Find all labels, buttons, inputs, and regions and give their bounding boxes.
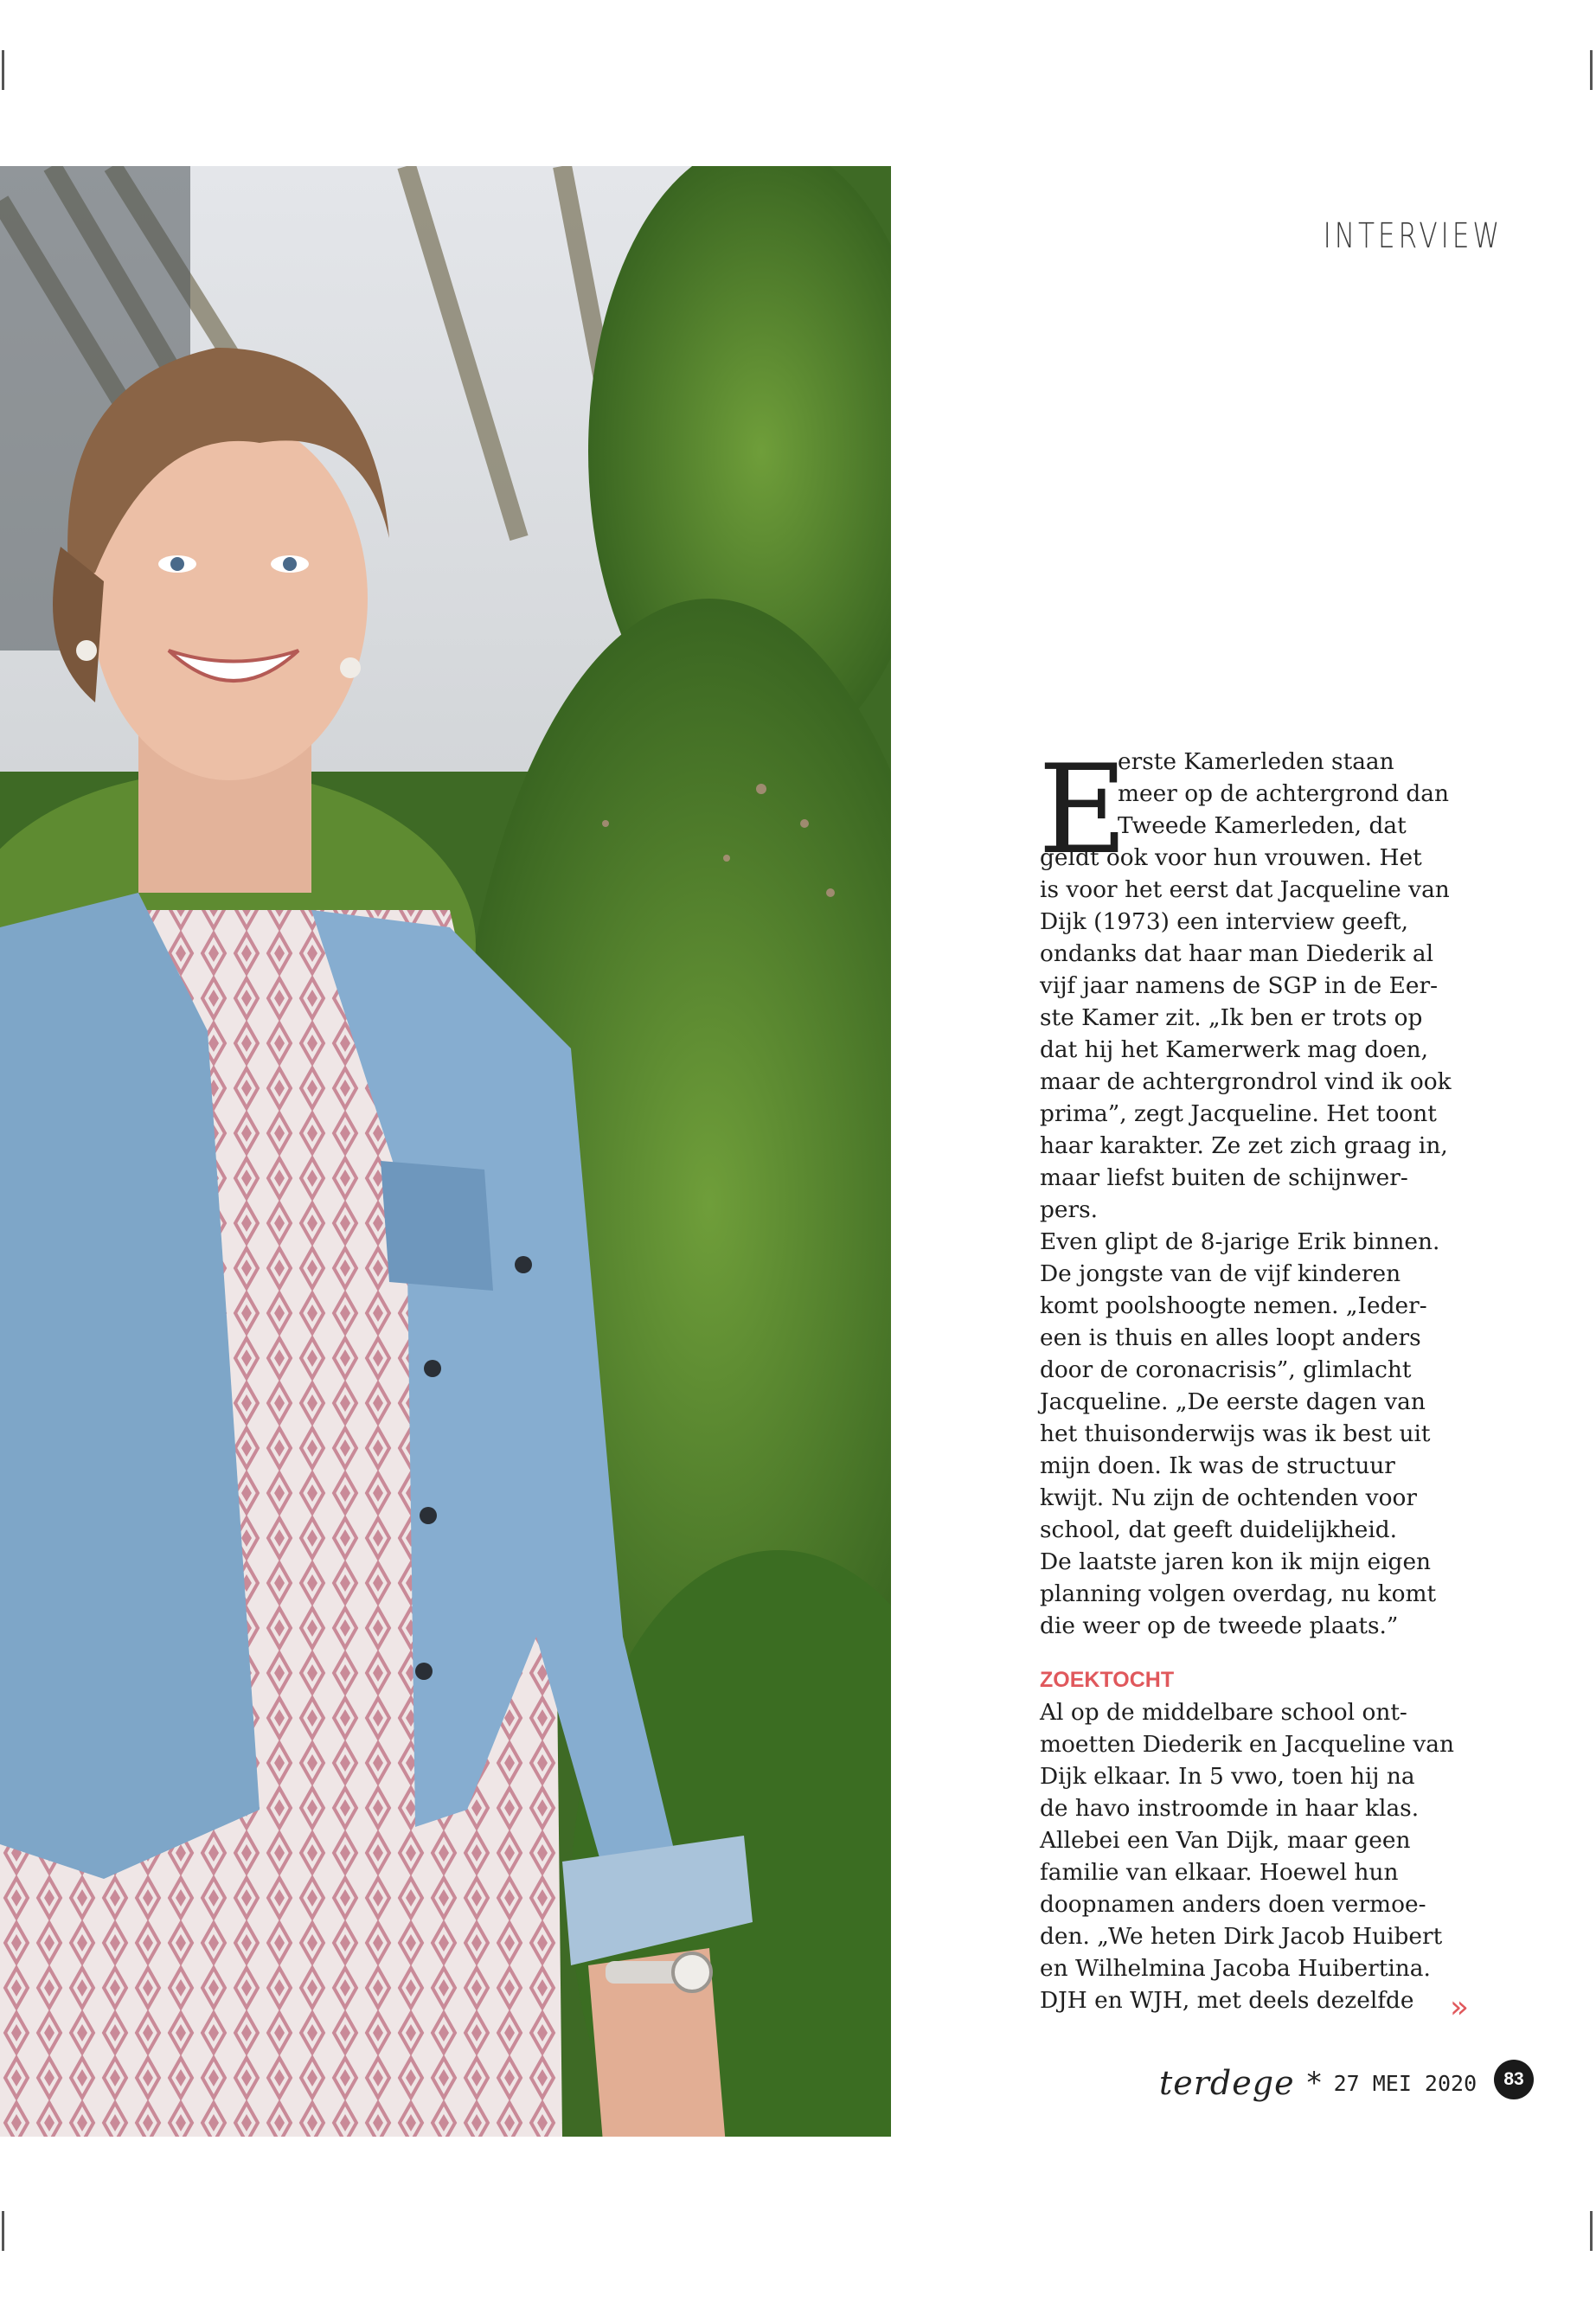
article-line: pers.	[1040, 1196, 1099, 1223]
section-label: INTERVIEW	[1323, 216, 1503, 256]
article-line: mijn doen. Ik was de structuur	[1040, 1452, 1395, 1479]
article-line: kwijt. Nu zijn de ochtenden voor	[1040, 1484, 1417, 1511]
magazine-brand: terdege	[1159, 2064, 1295, 2102]
article-line: door de coronacrisis”, glimlacht	[1040, 1356, 1412, 1383]
article-body	[1038, 739, 1455, 2016]
article-line: doopnamen anders doen vermoe-	[1040, 1891, 1426, 1918]
article-line: het thuisonderwijs was ik best uit	[1040, 1420, 1431, 1447]
article-line: Tweede Kamerleden, dat	[1118, 812, 1407, 839]
article-line: geldt ook voor hun vrouwen. Het	[1040, 844, 1422, 871]
article-line: Allebei een Van Dijk, maar geen	[1040, 1827, 1411, 1854]
article-line: De laatste jaren kon ik mijn eigen	[1040, 1548, 1432, 1575]
article-line: moetten Diederik en Jacqueline van	[1040, 1731, 1455, 1758]
drop-cap: E	[1038, 739, 1128, 881]
article-line: is voor het eerst dat Jacqueline van	[1040, 876, 1450, 903]
crop-mark-top-right	[1590, 50, 1593, 90]
article-line: erste Kamerleden staan	[1118, 748, 1394, 775]
article-line: ondanks dat haar man Diederik al	[1040, 940, 1434, 967]
article-line: komt poolshoogte nemen. „Ieder-	[1040, 1292, 1427, 1319]
article-line: school, dat geeft duidelijkheid.	[1040, 1516, 1398, 1543]
article-line: maar de achtergrondrol vind ik ook	[1040, 1068, 1452, 1095]
article-line: maar liefst buiten de schijnwer-	[1040, 1164, 1408, 1191]
page-number: 83	[1494, 2060, 1534, 2099]
continue-arrow-icon: »	[1450, 1990, 1466, 2025]
footer-separator: *	[1306, 2066, 1322, 2100]
article-line: Al op de middelbare school ont-	[1040, 1699, 1407, 1726]
issue-date: 27 MEI 2020	[1333, 2070, 1477, 2096]
article-line: meer op de achtergrond dan	[1118, 780, 1449, 807]
article-line: een is thuis en alles loopt anders	[1040, 1324, 1421, 1351]
article-line: vijf jaar namens de SGP in de Eer-	[1040, 972, 1438, 999]
article-line: haar karakter. Ze zet zich graag in,	[1040, 1132, 1448, 1159]
article-line: Jacqueline. „De eerste dagen van	[1040, 1388, 1426, 1415]
article-line: de havo instroomde in haar klas.	[1040, 1795, 1420, 1822]
portrait-photo	[0, 166, 891, 2137]
article-line: ste Kamer zit. „Ik ben er trots op	[1040, 1004, 1423, 1031]
page-footer	[1159, 2057, 1477, 2109]
article-line: prima”, zegt Jacqueline. Het toont	[1040, 1100, 1437, 1127]
article-line: die weer op de tweede plaats.”	[1040, 1612, 1399, 1639]
article-line: planning volgen overdag, nu komt	[1040, 1580, 1437, 1607]
article-line: Even glipt de 8-jarige Erik binnen.	[1040, 1228, 1440, 1255]
article-line: dat hij het Kamerwerk mag doen,	[1040, 1036, 1428, 1063]
crop-mark-top-left	[2, 50, 4, 90]
article-line: familie van elkaar. Hoewel hun	[1040, 1859, 1399, 1886]
article-line: DJH en WJH, met deels dezelfde	[1040, 1987, 1414, 2014]
article-line: Dijk elkaar. In 5 vwo, toen hij na	[1040, 1763, 1415, 1790]
article-line: den. „We heten Dirk Jacob Huibert	[1040, 1923, 1443, 1950]
subheading: ZOEKTOCHT	[1040, 1668, 1175, 1692]
article-line: Dijk (1973) een interview geeft,	[1040, 908, 1409, 935]
crop-mark-bottom-left	[2, 2211, 4, 2251]
crop-mark-bottom-right	[1590, 2211, 1593, 2251]
article-line: en Wilhelmina Jacoba Huibertina.	[1040, 1955, 1431, 1982]
article-line: De jongste van de vijf kinderen	[1040, 1260, 1401, 1287]
